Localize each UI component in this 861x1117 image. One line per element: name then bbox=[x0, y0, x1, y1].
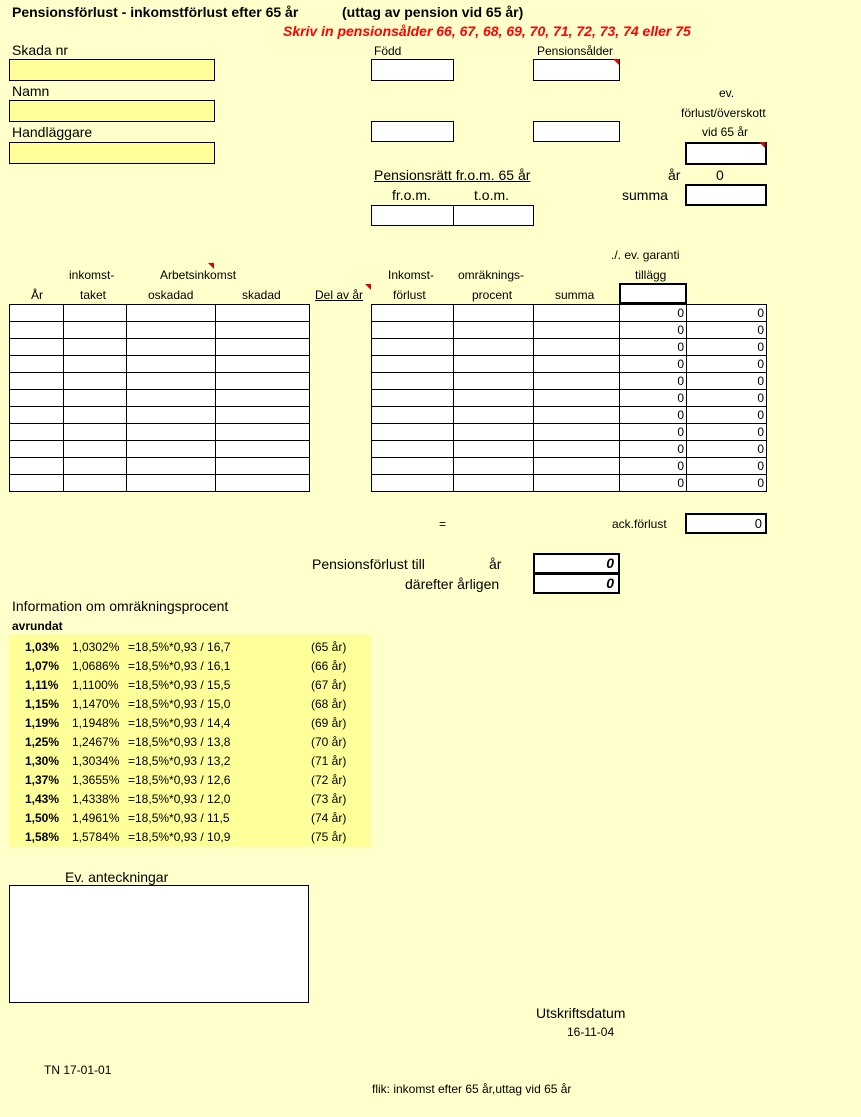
info-exact-percent: 1,2467% bbox=[72, 735, 120, 749]
garanti-cell: 0 bbox=[620, 475, 687, 492]
info-title: Information om omräkningsprocent bbox=[12, 598, 229, 614]
table-row bbox=[372, 373, 767, 390]
info-rounded-percent: 1,11% bbox=[25, 678, 59, 692]
table-cell[interactable] bbox=[216, 339, 310, 356]
comment-indicator-icon bbox=[759, 142, 765, 148]
summa-cell: 0 bbox=[687, 407, 767, 424]
ev-label: ev. bbox=[719, 86, 735, 100]
namn-input[interactable] bbox=[9, 100, 215, 122]
table-cell[interactable] bbox=[64, 339, 127, 356]
table-row bbox=[10, 407, 310, 424]
table-cell[interactable] bbox=[216, 475, 310, 492]
table-cell bbox=[534, 475, 620, 492]
info-age: (72 år) bbox=[311, 773, 347, 787]
table-cell[interactable] bbox=[64, 305, 127, 322]
table-row bbox=[372, 475, 767, 492]
table-cell[interactable] bbox=[64, 356, 127, 373]
info-exact-percent: 1,0686% bbox=[72, 659, 120, 673]
table-cell[interactable] bbox=[127, 322, 216, 339]
info-exact-percent: 1,1100% bbox=[72, 678, 119, 692]
table-cell[interactable] bbox=[10, 475, 64, 492]
info-age: (69 år) bbox=[311, 716, 347, 730]
info-age: (74 år) bbox=[311, 811, 347, 825]
info-rounded-percent: 1,50% bbox=[25, 811, 60, 825]
table-cell[interactable] bbox=[372, 475, 454, 492]
equals-sign: = bbox=[439, 517, 447, 531]
table-cell bbox=[534, 407, 620, 424]
table-cell[interactable] bbox=[454, 407, 534, 424]
info-age: (75 år) bbox=[311, 830, 347, 844]
table-row bbox=[10, 390, 310, 407]
info-rounded-percent: 1,07% bbox=[25, 659, 60, 673]
table-cell bbox=[534, 373, 620, 390]
table-cell[interactable] bbox=[64, 458, 127, 475]
table-row bbox=[372, 458, 767, 475]
info-age: (66 år) bbox=[311, 659, 347, 673]
table-cell[interactable] bbox=[372, 356, 454, 373]
table-row bbox=[10, 356, 310, 373]
info-formula: =18,5%*0,93 / 13,2 bbox=[128, 754, 231, 768]
ar-value: 0 bbox=[716, 167, 724, 183]
table-cell[interactable] bbox=[127, 407, 216, 424]
flik-text: flik: inkomst efter 65 år,uttag vid 65 år bbox=[372, 1082, 572, 1096]
info-formula: =18,5%*0,93 / 12,6 bbox=[128, 773, 231, 787]
table-cell[interactable] bbox=[216, 424, 310, 441]
garanti-cell: 0 bbox=[620, 407, 687, 424]
page-title: Pensionsförlust - inkomstförlust efter 65 år bbox=[12, 4, 299, 20]
info-rounded-percent: 1,25% bbox=[25, 735, 60, 749]
table-cell[interactable] bbox=[372, 390, 454, 407]
info-rounded-percent: 1,03% bbox=[25, 640, 60, 654]
comment-indicator-icon bbox=[365, 284, 371, 290]
info-formula: =18,5%*0,93 / 14,4 bbox=[128, 716, 231, 730]
ack-forlust-value: 0 bbox=[685, 513, 767, 534]
table-cell[interactable] bbox=[372, 424, 454, 441]
table-cell[interactable] bbox=[10, 356, 64, 373]
col-header-arbetsinkomst: Arbetsinkomst bbox=[160, 268, 237, 282]
info-exact-percent: 1,3034% bbox=[72, 754, 120, 768]
table-cell bbox=[534, 424, 620, 441]
info-formula: =18,5%*0,93 / 10,9 bbox=[128, 830, 231, 844]
ack-forlust-label: ack.förlust bbox=[612, 517, 667, 531]
table-cell[interactable] bbox=[454, 441, 534, 458]
col-header-inkomstforlust-2: förlust bbox=[393, 288, 426, 302]
info-exact-percent: 1,1948% bbox=[72, 716, 120, 730]
table-cell[interactable] bbox=[127, 441, 216, 458]
garanti-label-1: ./. ev. garanti bbox=[611, 248, 680, 262]
info-formula: =18,5%*0,93 / 11,5 bbox=[128, 811, 230, 825]
summa-cell: 0 bbox=[687, 373, 767, 390]
table-cell[interactable] bbox=[127, 390, 216, 407]
info-age: (67 år) bbox=[311, 678, 347, 692]
table-cell[interactable] bbox=[127, 458, 216, 475]
garanti-cell: 0 bbox=[620, 339, 687, 356]
info-formula: =18,5%*0,93 / 16,1 bbox=[128, 659, 231, 673]
table-row bbox=[10, 339, 310, 356]
info-exact-percent: 1,5784% bbox=[72, 830, 120, 844]
garanti-cell: 0 bbox=[620, 356, 687, 373]
table-cell[interactable] bbox=[64, 407, 127, 424]
info-exact-percent: 1,4338% bbox=[72, 792, 120, 806]
table-cell[interactable] bbox=[64, 441, 127, 458]
table-cell[interactable] bbox=[216, 458, 310, 475]
table-cell[interactable] bbox=[10, 441, 64, 458]
table-row bbox=[10, 373, 310, 390]
col-header-skadad: skadad bbox=[242, 288, 281, 302]
ar-label: år bbox=[668, 167, 681, 183]
from-label: fr.o.m. bbox=[392, 187, 431, 203]
left-data-grid bbox=[9, 304, 310, 492]
summa-input[interactable] bbox=[685, 184, 767, 206]
table-cell[interactable] bbox=[372, 322, 454, 339]
info-age: (71 år) bbox=[311, 754, 347, 768]
table-row bbox=[10, 322, 310, 339]
table-cell[interactable] bbox=[216, 322, 310, 339]
garanti-cell: 0 bbox=[620, 458, 687, 475]
col-header-inkomstforlust-1: Inkomst- bbox=[388, 268, 435, 282]
namn-label: Namn bbox=[12, 83, 50, 99]
info-rounded-percent: 1,19% bbox=[25, 716, 60, 730]
table-row bbox=[10, 475, 310, 492]
table-cell[interactable] bbox=[372, 305, 454, 322]
vid-65-label: vid 65 år bbox=[702, 125, 749, 139]
garanti-cell: 0 bbox=[620, 373, 687, 390]
skada-nr-input[interactable] bbox=[9, 59, 215, 81]
from-input[interactable] bbox=[371, 205, 454, 226]
table-cell[interactable] bbox=[454, 475, 534, 492]
table-cell bbox=[534, 356, 620, 373]
table-cell[interactable] bbox=[64, 390, 127, 407]
summa-cell: 0 bbox=[687, 339, 767, 356]
table-cell[interactable] bbox=[127, 305, 216, 322]
skada-nr-label: Skada nr bbox=[12, 42, 69, 58]
col-header-omrakning-2: procent bbox=[472, 288, 513, 302]
col-header-omrakning-1: omräknings- bbox=[458, 268, 525, 282]
table-cell[interactable] bbox=[127, 356, 216, 373]
table-cell[interactable] bbox=[216, 441, 310, 458]
info-exact-percent: 1,4961% bbox=[72, 811, 120, 825]
fodd-label: Född bbox=[374, 44, 402, 58]
table-cell[interactable] bbox=[216, 356, 310, 373]
table-cell bbox=[534, 322, 620, 339]
summa-cell: 0 bbox=[687, 390, 767, 407]
summa-cell: 0 bbox=[687, 475, 767, 492]
table-row bbox=[372, 339, 767, 356]
info-formula: =18,5%*0,93 / 16,7 bbox=[128, 640, 231, 654]
table-cell[interactable] bbox=[10, 305, 64, 322]
pensionsalder-input-2[interactable] bbox=[533, 121, 620, 142]
page-subtitle: (uttag av pension vid 65 år) bbox=[342, 4, 524, 20]
table-cell[interactable] bbox=[127, 475, 216, 492]
handlaggare-label: Handläggare bbox=[12, 124, 93, 140]
forlust-overskott-input[interactable] bbox=[685, 142, 767, 165]
fodd-input[interactable] bbox=[371, 59, 454, 81]
table-cell[interactable] bbox=[216, 373, 310, 390]
comment-indicator-icon bbox=[208, 263, 214, 269]
table-cell[interactable] bbox=[64, 373, 127, 390]
summa-cell: 0 bbox=[687, 356, 767, 373]
handlaggare-input[interactable] bbox=[9, 142, 215, 164]
table-cell[interactable] bbox=[216, 390, 310, 407]
pensionsalder-label: Pensionsålder bbox=[537, 44, 614, 58]
garanti-cell: 0 bbox=[620, 305, 687, 322]
table-cell[interactable] bbox=[10, 373, 64, 390]
garanti-cell: 0 bbox=[620, 424, 687, 441]
table-cell[interactable] bbox=[372, 373, 454, 390]
table-cell[interactable] bbox=[10, 339, 64, 356]
garanti-cell: 0 bbox=[620, 322, 687, 339]
info-age: (70 år) bbox=[311, 735, 347, 749]
info-rounded-percent: 1,30% bbox=[25, 754, 60, 768]
table-row bbox=[372, 322, 767, 339]
table-cell bbox=[534, 441, 620, 458]
summa-cell: 0 bbox=[687, 441, 767, 458]
pensionsalder-input[interactable] bbox=[533, 59, 620, 81]
info-rounded-percent: 1,43% bbox=[25, 792, 60, 806]
table-cell[interactable] bbox=[454, 373, 534, 390]
table-cell bbox=[534, 305, 620, 322]
table-cell[interactable] bbox=[454, 356, 534, 373]
tn-code: TN 17-01-01 bbox=[44, 1063, 112, 1077]
table-cell[interactable] bbox=[454, 424, 534, 441]
table-cell[interactable] bbox=[127, 424, 216, 441]
garanti-input[interactable] bbox=[619, 283, 687, 304]
instruction-text: Skriv in pensionsålder 66, 67, 68, 69, 70, 71, 72, 73, 74 eller 75 bbox=[283, 23, 691, 39]
table-cell[interactable] bbox=[216, 407, 310, 424]
col-header-ar: År bbox=[31, 288, 43, 302]
summa-label: summa bbox=[622, 187, 668, 203]
info-formula: =18,5%*0,93 / 15,0 bbox=[128, 697, 231, 711]
table-row bbox=[10, 305, 310, 322]
table-cell[interactable] bbox=[10, 390, 64, 407]
summa-cell: 0 bbox=[687, 458, 767, 475]
forlust-overskott-label: förlust/överskott bbox=[681, 106, 766, 120]
garanti-cell: 0 bbox=[620, 390, 687, 407]
table-cell[interactable] bbox=[372, 339, 454, 356]
info-exact-percent: 1,0302% bbox=[72, 640, 120, 654]
table-cell[interactable] bbox=[454, 339, 534, 356]
col-header-summa: summa bbox=[555, 288, 595, 302]
table-cell bbox=[534, 458, 620, 475]
table-row bbox=[372, 390, 767, 407]
darefter-arligen-label: därefter årligen bbox=[405, 576, 500, 592]
info-rounded-percent: 1,58% bbox=[25, 830, 60, 844]
utskriftsdatum-value: 16-11-04 bbox=[567, 1025, 615, 1039]
table-row bbox=[372, 441, 767, 458]
pensionsforlust-ar-label: år bbox=[489, 556, 502, 572]
info-formula: =18,5%*0,93 / 15,5 bbox=[128, 678, 231, 692]
tom-label: t.o.m. bbox=[474, 187, 510, 203]
table-cell[interactable] bbox=[10, 322, 64, 339]
info-age: (73 år) bbox=[311, 792, 347, 806]
table-cell[interactable] bbox=[372, 407, 454, 424]
darefter-arligen-value: 0 bbox=[533, 573, 620, 594]
table-cell[interactable] bbox=[372, 458, 454, 475]
right-data-grid bbox=[371, 304, 767, 492]
table-cell[interactable] bbox=[10, 424, 64, 441]
table-cell[interactable] bbox=[454, 390, 534, 407]
summa-cell: 0 bbox=[687, 424, 767, 441]
utskriftsdatum-label: Utskriftsdatum bbox=[536, 1005, 626, 1021]
info-formula: =18,5%*0,93 / 13,8 bbox=[128, 735, 231, 749]
fodd-input-2[interactable] bbox=[371, 121, 454, 142]
col-header-taket: taket bbox=[80, 288, 107, 302]
table-cell[interactable] bbox=[10, 407, 64, 424]
table-cell[interactable] bbox=[64, 475, 127, 492]
info-formula: =18,5%*0,93 / 12,0 bbox=[128, 792, 231, 806]
table-row bbox=[372, 407, 767, 424]
col-header-inkomst: inkomst- bbox=[69, 268, 115, 282]
pensionsratt-label: Pensionsrätt fr.o.m. 65 år bbox=[374, 167, 531, 183]
comment-indicator-icon bbox=[613, 59, 619, 65]
garanti-label-2: tillägg bbox=[635, 268, 667, 282]
table-row bbox=[10, 424, 310, 441]
col-header-oskadad: oskadad bbox=[148, 288, 194, 302]
table-cell[interactable] bbox=[454, 322, 534, 339]
table-cell[interactable] bbox=[454, 458, 534, 475]
info-rounded-percent: 1,37% bbox=[25, 773, 60, 787]
table-cell[interactable] bbox=[216, 305, 310, 322]
info-age: (65 år) bbox=[311, 640, 347, 654]
table-row bbox=[372, 356, 767, 373]
table-row bbox=[372, 424, 767, 441]
notes-label: Ev. anteckningar bbox=[65, 869, 169, 885]
table-row bbox=[372, 305, 767, 322]
table-cell[interactable] bbox=[454, 305, 534, 322]
info-avrundat: avrundat bbox=[12, 619, 63, 633]
table-row bbox=[10, 458, 310, 475]
table-cell[interactable] bbox=[372, 441, 454, 458]
summa-cell: 0 bbox=[687, 322, 767, 339]
table-cell[interactable] bbox=[10, 458, 64, 475]
table-cell[interactable] bbox=[64, 322, 127, 339]
info-rounded-percent: 1,15% bbox=[25, 697, 60, 711]
table-row bbox=[10, 441, 310, 458]
table-cell bbox=[534, 390, 620, 407]
info-exact-percent: 1,1470% bbox=[72, 697, 120, 711]
info-age: (68 år) bbox=[311, 697, 347, 711]
table-cell[interactable] bbox=[127, 373, 216, 390]
summa-cell: 0 bbox=[687, 305, 767, 322]
pensionsforlust-value: 0 bbox=[533, 553, 620, 574]
notes-textarea[interactable] bbox=[9, 885, 309, 1003]
table-cell bbox=[534, 339, 620, 356]
pensionsforlust-till-label: Pensionsförlust till bbox=[312, 556, 425, 572]
garanti-cell: 0 bbox=[620, 441, 687, 458]
table-cell[interactable] bbox=[64, 424, 127, 441]
tom-input[interactable] bbox=[453, 205, 534, 226]
info-exact-percent: 1,3655% bbox=[72, 773, 120, 787]
col-header-del-av-ar: Del av år bbox=[315, 288, 364, 302]
table-cell[interactable] bbox=[127, 339, 216, 356]
